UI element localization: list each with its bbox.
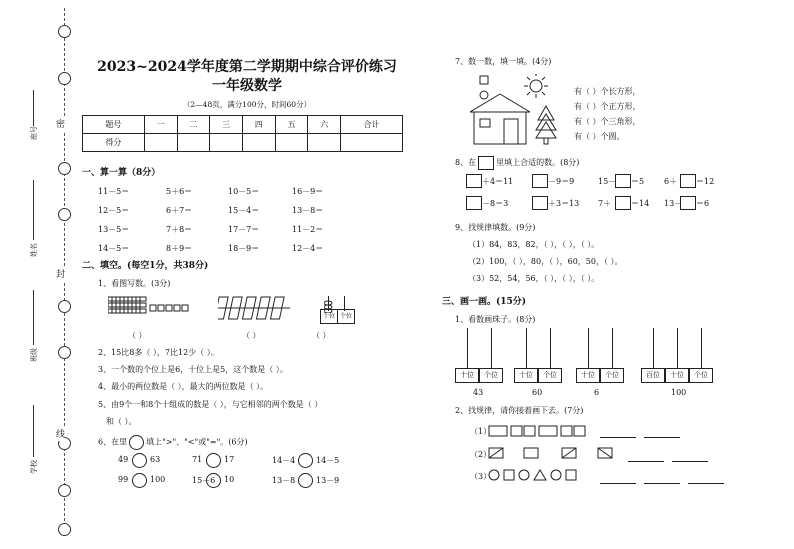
equation-part: ＝14: [631, 199, 650, 208]
sequence-line[interactable]: （1）84，83，82，（ ），（ ），（ ）。: [468, 240, 600, 249]
compare-circle[interactable]: [298, 453, 313, 468]
seat-number-blank: [33, 90, 35, 126]
equation-part: ＝12: [696, 177, 715, 186]
equation-part: 15－: [598, 177, 617, 186]
class-label: 班级: [30, 348, 38, 362]
pattern-label: （3）: [470, 472, 492, 481]
question-2-1: 1、看图写数。(3分): [98, 279, 171, 288]
abacus-number: 60: [532, 388, 543, 397]
school-blank: [33, 405, 35, 457]
score-input-cell[interactable]: [144, 134, 177, 152]
stick-bundle-image-2: [218, 293, 298, 323]
score-input-cell[interactable]: [308, 134, 341, 152]
exam-note: （2—48页，满分100分，时间60分）: [182, 100, 312, 109]
score-input-cell[interactable]: [177, 134, 210, 152]
answer-box[interactable]: [532, 196, 548, 210]
place-value-label: 十位: [455, 368, 479, 383]
score-table-header-row: [83, 116, 403, 134]
abacus-rod: [701, 328, 702, 368]
question-9: 9、找规律填数。(9分): [455, 223, 536, 232]
question-2-5: 5、由9个一和8个十组成的数是（ ），与它相邻的两个数是（ ）: [98, 400, 323, 409]
equation-part: ＝6: [696, 199, 710, 208]
arithmetic-item[interactable]: 5＋6＝: [166, 187, 193, 196]
count-line[interactable]: 有（ ）个长方形，: [574, 87, 641, 96]
pattern-3-blank[interactable]: [644, 471, 680, 484]
question-8: [455, 156, 579, 170]
abacus-rod: [612, 328, 613, 368]
seal-char: 密: [56, 116, 65, 131]
sequence-line[interactable]: （2）100，（ ），80，（ ），60，50，（ ）。: [468, 257, 623, 266]
arithmetic-item[interactable]: 7＋8＝: [166, 225, 193, 234]
seat-number-label: 座号: [30, 126, 38, 140]
pattern-2-shapes: [488, 446, 618, 460]
answer-box[interactable]: [615, 196, 631, 210]
abacus-rod: [491, 328, 492, 368]
pattern-1-blank[interactable]: [644, 425, 680, 438]
score-cell: 四: [242, 116, 275, 134]
abacus-rod: [467, 328, 468, 368]
answer-box[interactable]: [680, 174, 696, 188]
score-cell: 五: [275, 116, 308, 134]
arithmetic-item[interactable]: 8＋9＝: [166, 244, 193, 253]
circle-icon: [129, 435, 144, 450]
binding-hole: [58, 484, 71, 497]
question-7: 7、数一数，填一填。(4分): [455, 57, 552, 66]
abacus[interactable]: [576, 328, 624, 384]
answer-blank-3[interactable]: （ ）: [312, 331, 331, 340]
score-cell: 六: [308, 116, 341, 134]
arithmetic-item[interactable]: 13－5＝: [98, 225, 130, 234]
question-8-b: 里填上合适的数。(8分): [496, 158, 580, 167]
pattern-1-blank[interactable]: [600, 425, 636, 438]
equation-part: －8＝3: [482, 199, 509, 208]
score-cell: 得分: [83, 134, 145, 152]
compare-right: 14－5: [316, 456, 340, 465]
binding-hole: [58, 208, 71, 221]
compare-left: 71: [192, 455, 203, 464]
pattern-3-blank[interactable]: [600, 471, 636, 484]
equation-part: 6＋: [664, 177, 678, 186]
place-value-label: 百位: [641, 368, 665, 383]
question-2-5-cont: 和（ ）。: [106, 417, 137, 426]
equation-part: ＋3＝13: [548, 199, 580, 208]
binding-hole: [58, 346, 71, 359]
compare-left: 49: [118, 455, 129, 464]
score-input-cell[interactable]: [341, 134, 403, 152]
score-cell: 合计: [341, 116, 403, 134]
question-2-2: 2、15比8多（ ），7比12少（ ）。: [98, 348, 219, 357]
question-2-6-a: 6、在里: [98, 437, 128, 447]
seal-char: 封: [56, 266, 65, 281]
score-cell: 二: [177, 116, 210, 134]
arithmetic-item[interactable]: 18－9＝: [228, 244, 260, 253]
abacus[interactable]: [641, 328, 713, 384]
score-input-cell[interactable]: [242, 134, 275, 152]
arithmetic-item[interactable]: 12－4＝: [292, 244, 324, 253]
compare-right: 10: [224, 475, 235, 484]
compare-left: 15－6: [192, 476, 216, 485]
score-table-score-row: [83, 134, 403, 152]
square-icon: [478, 156, 494, 170]
question-2-3: 3、一个数的个位上是6，十位上是5，这个数是（ ）。: [98, 365, 288, 374]
abacus-number: 43: [473, 388, 484, 397]
abacus[interactable]: [455, 328, 503, 384]
small-abacus: [320, 296, 354, 324]
name-label: 姓名: [30, 243, 38, 257]
sequence-line[interactable]: （3）52，54，56，（ ），（ ），（ ）。: [468, 274, 600, 283]
arithmetic-item[interactable]: 16－9＝: [292, 187, 324, 196]
arithmetic-item[interactable]: 6＋7＝: [166, 206, 193, 215]
abacus-number: 6: [594, 388, 600, 397]
answer-box[interactable]: [680, 196, 696, 210]
abacus-rod: [653, 328, 654, 368]
binding-hole: [58, 523, 71, 536]
stick-bundle-image: [108, 295, 198, 321]
arithmetic-item[interactable]: 12－5＝: [98, 206, 130, 215]
score-cell: 三: [210, 116, 243, 134]
abacus-rod: [677, 328, 678, 368]
binding-hole: [58, 25, 71, 38]
question-2-4: 4、最小的两位数是（ ），最大的两位数是（ ）。: [98, 382, 269, 391]
arithmetic-item[interactable]: 10－5＝: [228, 187, 260, 196]
place-tens-label: 十位: [320, 309, 338, 324]
section-2-heading: 二、填空。(每空1分，共38分): [82, 261, 209, 271]
binding-hole: [58, 72, 71, 85]
place-value-label: 十位: [514, 368, 538, 383]
seal-char: 线: [56, 426, 65, 441]
equation-part: ＝5: [631, 177, 645, 186]
place-value-label: 个位: [689, 368, 713, 383]
answer-box[interactable]: [466, 174, 482, 188]
equation-part: 7＋: [598, 199, 612, 208]
class-blank: [33, 290, 35, 345]
count-line[interactable]: 有（ ）个三角形，: [574, 117, 641, 126]
score-input-cell[interactable]: [275, 134, 308, 152]
compare-circle[interactable]: [132, 453, 147, 468]
answer-blank-1[interactable]: （ ）: [128, 331, 147, 340]
compare-left: 14－4: [272, 456, 296, 465]
school-label: 学校: [30, 460, 38, 474]
exam-subtitle: 一年级数学: [212, 78, 282, 94]
pattern-2-blank[interactable]: [628, 449, 664, 462]
score-input-cell[interactable]: [210, 134, 243, 152]
compare-circle[interactable]: [206, 453, 221, 468]
arithmetic-item[interactable]: 13－8＝: [292, 206, 324, 215]
abacus-rod: [526, 328, 527, 368]
binding-hole: [58, 300, 71, 313]
name-blank: [33, 180, 35, 240]
score-table: [82, 115, 403, 152]
pattern-3-blank[interactable]: [688, 471, 724, 484]
compare-circle[interactable]: [132, 473, 147, 488]
compare-right: 17: [224, 455, 235, 464]
arithmetic-item[interactable]: 17－7＝: [228, 225, 260, 234]
equation-part: －9＝9: [548, 177, 575, 186]
pattern-1-shapes: [488, 424, 598, 438]
equation-part: ＋4＝11: [482, 177, 514, 186]
place-value-label: 十位: [576, 368, 600, 383]
exam-title: 2023~2024学年度第二学期期中综合评价练习: [97, 59, 397, 75]
compare-right: 100: [150, 475, 166, 484]
compare-right: 63: [150, 455, 161, 464]
abacus-rod: [588, 328, 589, 368]
arithmetic-item[interactable]: 14－5＝: [98, 244, 130, 253]
answer-box[interactable]: [532, 174, 548, 188]
question-3-2: 2、找规律，请你接着画下去。(7分): [455, 406, 584, 415]
abacus[interactable]: [514, 328, 562, 384]
question-8-a: 8、在: [455, 158, 477, 167]
place-value-label: 个位: [538, 368, 562, 383]
answer-box[interactable]: [466, 196, 482, 210]
binding-hole: [58, 162, 71, 175]
answer-blank-2[interactable]: （ ）: [242, 331, 261, 340]
arithmetic-item[interactable]: 11－2＝: [292, 225, 324, 234]
arithmetic-item[interactable]: 11－5＝: [98, 187, 130, 196]
place-value-label: 个位: [600, 368, 624, 383]
section-3-heading: 三、画一画。(15分): [442, 297, 527, 307]
place-ones-label: 个位: [337, 309, 355, 324]
abacus-rod: [550, 328, 551, 368]
score-cell: 一: [144, 116, 177, 134]
pattern-3-shapes: [488, 468, 588, 482]
pattern-label: （2）: [470, 450, 492, 459]
answer-box[interactable]: [615, 174, 631, 188]
place-value-label: 十位: [665, 368, 689, 383]
question-2-6: [98, 435, 248, 450]
compare-left: 13－8: [272, 476, 296, 485]
count-line[interactable]: 有（ ）个正方形，: [574, 102, 641, 111]
compare-circle[interactable]: [298, 473, 313, 488]
count-line[interactable]: 有（ ）个圆。: [574, 132, 625, 141]
arithmetic-item[interactable]: 15－4＝: [228, 206, 260, 215]
pattern-label: （1）: [470, 427, 492, 436]
compare-circle[interactable]: [206, 473, 221, 488]
section-1-heading: 一、算一算（8分）: [82, 168, 161, 178]
abacus-number: 100: [671, 388, 687, 397]
question-2-6-b: 填上">"、"<"或"="。(6分): [146, 437, 248, 447]
equation-part: 13－: [664, 199, 683, 208]
compare-left: 99: [118, 475, 129, 484]
house-tree-sun-image: [470, 74, 570, 146]
pattern-2-blank[interactable]: [672, 449, 708, 462]
compare-right: 13－9: [316, 476, 340, 485]
score-cell: 题号: [83, 116, 145, 134]
place-value-label: 个位: [479, 368, 503, 383]
question-3-1: 1、看数画珠子。(8分): [455, 315, 536, 324]
